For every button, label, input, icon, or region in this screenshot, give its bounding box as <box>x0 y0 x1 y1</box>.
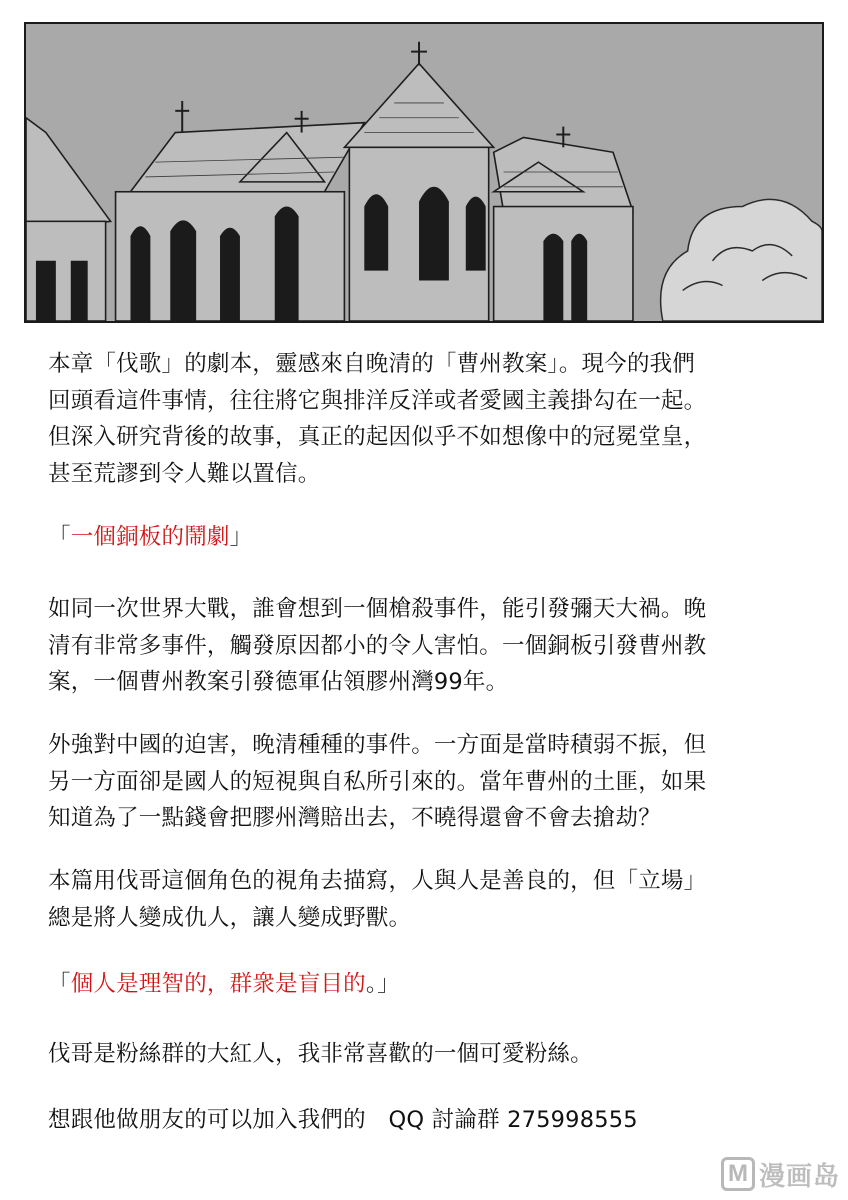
bracket-close: 」 <box>229 524 253 550</box>
body-paragraph-2 <box>48 727 808 837</box>
text-line: 甚至荒謬到令人難以置信。 <box>48 460 321 487</box>
highlight-text: 一個銅板的鬧劇 <box>70 524 230 550</box>
bracket-open: 「 <box>48 524 71 550</box>
text-line: 知道為了一點錢會把膠州灣賠出去，不曉得還會不會去搶劫？ <box>48 805 661 831</box>
body-paragraph-3 <box>48 863 808 936</box>
heading-copper-coin <box>48 519 808 556</box>
site-watermark <box>721 1154 840 1194</box>
body-paragraph-5 <box>48 1102 808 1139</box>
body-paragraph-1 <box>48 591 808 701</box>
watermark-text: 漫画岛 <box>758 1161 840 1192</box>
gothic-church-drawing <box>26 24 822 321</box>
text-line: 如同一次世界大戰，誰會想到一個槍殺事件，能引發彌天大禍。晚 <box>48 596 707 622</box>
text-line: 清有非常多事件，觸發原因都小的令人害怕。一個銅板引發曹州教 <box>48 632 707 659</box>
text-line: 案，一個曹州教案引發德軍佔領膠州灣99年。 <box>48 669 509 695</box>
text-line: 總是將人變成仇人，讓人變成野獸。 <box>48 904 412 931</box>
text-line: 伐哥是粉絲群的大紅人，我非常喜歡的一個可愛粉絲。 <box>48 1041 593 1067</box>
text-line: 本章「伐歌」的劇本，靈感來自晚清的「曹州教案」。現今的我們 <box>48 351 696 377</box>
church-illustration <box>24 22 824 323</box>
bracket-open: 「 <box>48 971 71 997</box>
heading-reason-crowd <box>48 966 808 1003</box>
text-line: 但深入研究背後的故事，真正的起因似乎不如想像中的冠冕堂皇， <box>48 424 707 450</box>
text-line: 想跟他做朋友的可以加入我們的 QQ 討論群 275998555 <box>48 1107 638 1133</box>
watermark-logo-icon: M <box>721 1157 755 1191</box>
text-line: 回頭看這件事情，往往將它與排洋反洋或者愛國主義掛勾在一起。 <box>48 387 707 414</box>
body-paragraph-4 <box>48 1036 808 1073</box>
text-line: 本篇用伐哥這個角色的視角去描寫，人與人是善良的，但「立場」 <box>48 868 707 894</box>
text-line: 另一方面卻是國人的短視與自私所引來的。當年曹州的土匪，如果 <box>48 768 707 795</box>
highlight-text: 個人是理智的，群衆是盲目的 <box>70 971 366 997</box>
intro-paragraph <box>48 346 808 492</box>
text-line: 外強對中國的迫害，晚清種種的事件。一方面是當時積弱不振，但 <box>48 732 707 758</box>
bracket-close: 。」 <box>365 971 400 997</box>
